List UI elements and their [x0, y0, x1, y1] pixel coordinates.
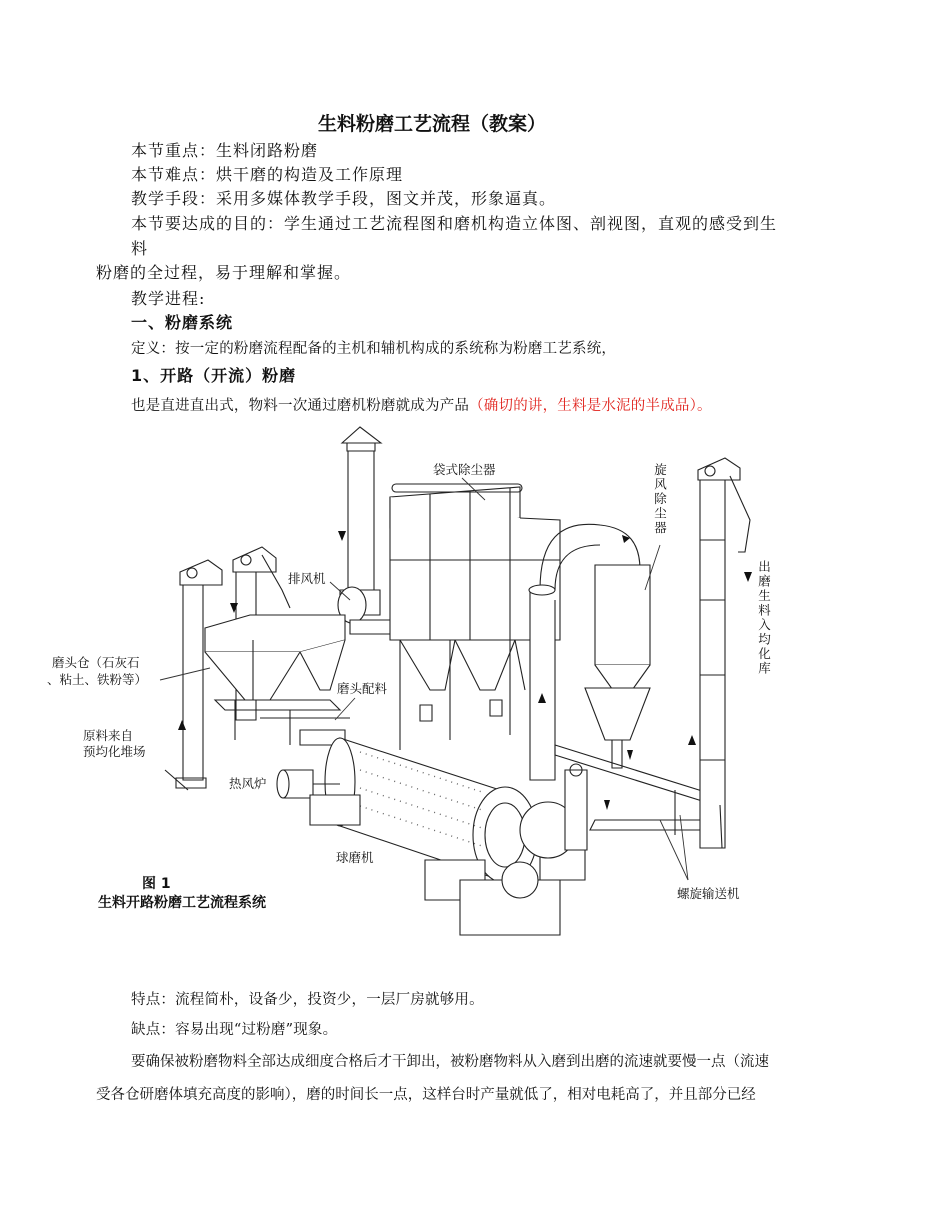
label-ball-mill: 球磨机 — [336, 850, 374, 865]
label-bin-1: 磨头仓（石灰石 — [52, 655, 140, 670]
screw-conveyor — [555, 745, 715, 850]
label-exhaust-fan: 排风机 — [288, 571, 326, 586]
label-outlet: 出磨生料入均化库 — [756, 560, 772, 676]
exhaust-stack — [338, 427, 395, 634]
section-heading-1: 一、粉磨系统 — [131, 313, 234, 332]
figure-caption-text: 生料开路粉磨工艺流程系统 — [98, 895, 266, 911]
open-circuit-desc-note: （确切的讲，生料是水泥的半成品）。 — [469, 398, 712, 414]
key-point-line: 本节重点：生料闭路粉磨 — [131, 141, 319, 160]
raw-material-bins — [205, 615, 345, 700]
bucket-elevator-left — [165, 560, 222, 790]
label-screw: 螺旋输送机 — [677, 886, 740, 901]
subsection-heading-1: 1、开路（开流）粉磨 — [131, 366, 297, 385]
paragraph-line-2: 受各仓研磨体填充高度的影响），磨的时间长一点，这样台时产量就低了，相对电耗高了，并且部分已经 — [96, 1087, 756, 1103]
method-line: 教学手段：采用多媒体教学手段，图文并茂，形象逼真。 — [131, 189, 557, 208]
label-raw-1: 原料来自 — [83, 728, 134, 743]
goal-line-1-wrap: 料 — [131, 239, 149, 258]
paragraph-line-1: 要确保被粉磨物料全部达成细度合格后才干卸出，被粉磨物料从入磨到出磨的流速就要慢一点（流速 — [131, 1054, 769, 1070]
label-raw-2: 预均化堆场 — [83, 744, 146, 759]
goal-line-2: 粉磨的全过程，易于理解和掌握。 — [96, 263, 352, 282]
open-circuit-desc-text: 也是直进直出式，物料一次通过磨机粉磨就成为产品 — [131, 398, 470, 414]
page-title: 生料粉磨工艺流程（教案） — [318, 113, 547, 135]
drawback-line: 缺点：容易出现“过粉磨”现象。 — [131, 1022, 338, 1038]
figure-caption-number: 图 1 — [142, 876, 171, 892]
label-bag-filter: 袋式除尘器 — [433, 462, 496, 477]
label-hot-air: 热风炉 — [229, 776, 267, 791]
label-bin-2: 、粘土、铁粉等） — [47, 672, 148, 687]
feeding-conveyor — [215, 700, 350, 745]
label-cyclone: 旋风除尘器 — [652, 463, 668, 536]
bucket-elevator-right — [698, 458, 750, 848]
goal-line-1: 本节要达成的目的：学生通过工艺流程图和磨机构造立体图、剖视图，直观的感受到生 — [131, 214, 778, 233]
difficulty-line: 本节难点：烘干磨的构造及工作原理 — [131, 165, 404, 184]
label-feeding: 磨头配料 — [337, 681, 388, 696]
definition-line: 定义：按一定的粉磨流程配备的主机和辅机构成的系统称为粉磨工艺系统， — [131, 341, 617, 357]
progress-line: 教学进程: — [131, 289, 206, 308]
feature-line: 特点：流程简朴，设备少，投资少，一层厂房就够用。 — [131, 992, 484, 1008]
